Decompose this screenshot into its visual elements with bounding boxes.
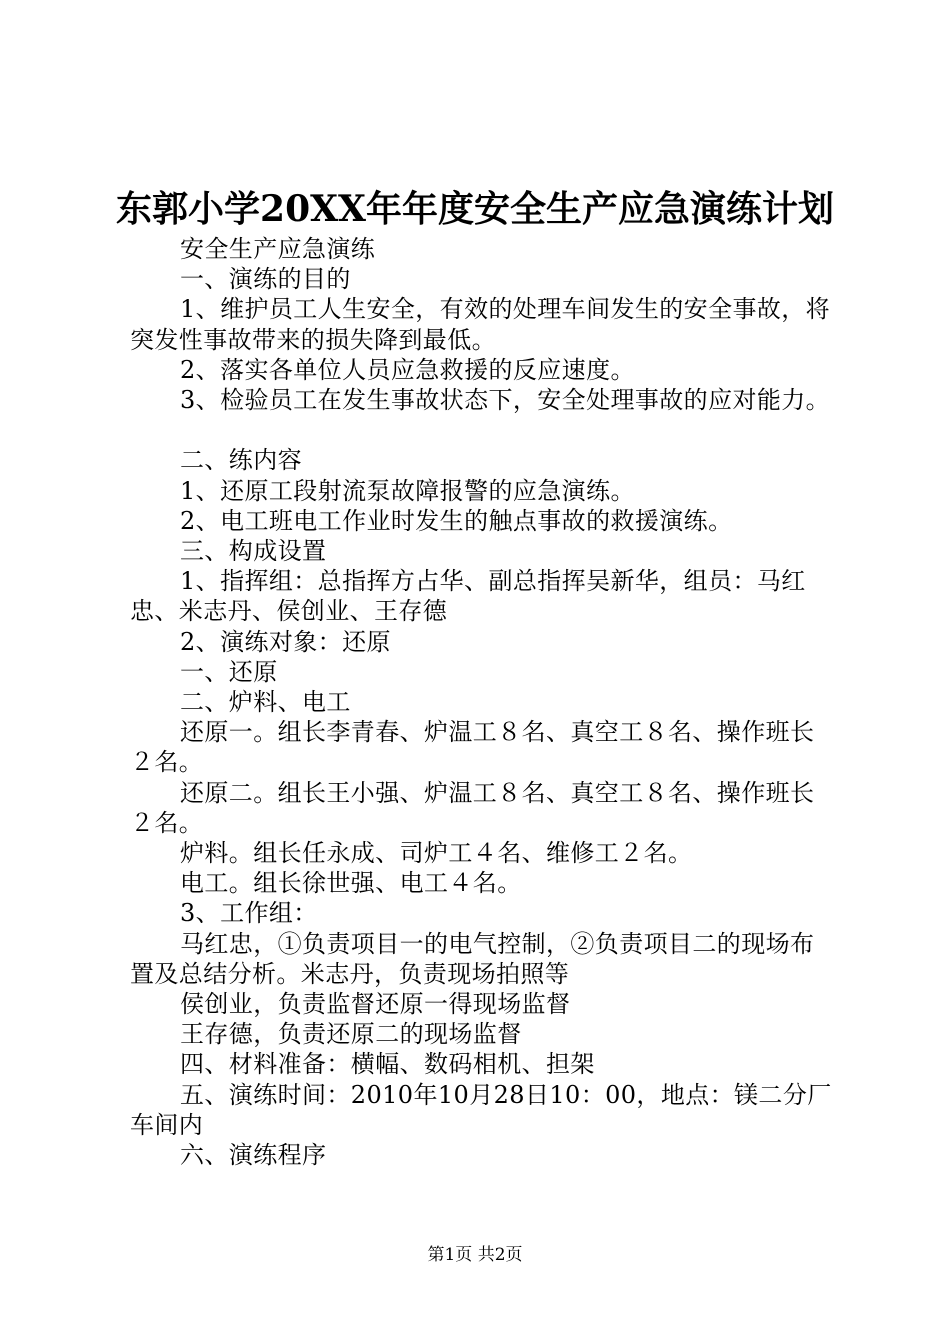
paragraph-16: 还原二。组长王小强、炉温工８名、真空工８名、操作班长２名。: [130, 778, 815, 837]
paragraph-24: 五、演练时间：2010年10月28日10：00，地点：镁二分厂车间内: [130, 1080, 832, 1139]
paragraph-22: 王存德，负责还原二的现场监督: [180, 1020, 522, 1049]
blank-line: [130, 415, 835, 445]
document-title: 东郭小学20XX年年度安全生产应急演练计划: [116, 188, 834, 230]
paragraph-1: 安全生产应急演练: [180, 235, 376, 263]
paragraph-12: 2、演练对象：还原: [180, 627, 391, 656]
paragraph-18: 电工。组长徐世强、电工４名。: [180, 869, 522, 898]
page-number-footer: 第1页 共2页: [427, 1245, 523, 1265]
paragraph-9: 2、电工班电工作业时发生的触点事故的救援演练。: [180, 506, 733, 535]
paragraph-8: 1、还原工段射流泵故障报警的应急演练。: [180, 476, 635, 505]
paragraph-19: 3、工作组：: [180, 899, 318, 928]
paragraph-5: 3、检验员工在发生事故状态下，安全处理事故的应对能力。: [180, 386, 831, 415]
paragraph-14: 二、炉料、电工: [180, 688, 351, 717]
paragraph-25: 六、演练程序: [180, 1141, 327, 1170]
paragraph-11: 1、指挥组：总指挥方占华、副总指挥吴新华，组员：马红忠、米志丹、侯创业、王存德: [130, 567, 806, 626]
paragraph-21: 侯创业，负责监督还原一得现场监督: [180, 990, 571, 1019]
paragraph-7: 二、练内容: [180, 446, 302, 475]
paragraph-3: 1、维护员工人生安全，有效的处理车间发生的安全事故，将突发性事故带来的损失降到最低。: [130, 295, 831, 354]
paragraph-15: 还原一。组长李青春、炉温工８名、真空工８名、操作班长２名。: [130, 718, 815, 777]
paragraph-23: 四、材料准备：横幅、数码相机、担架: [180, 1050, 595, 1079]
paragraph-17: 炉料。组长任永成、司炉工４名、维修工２名。: [180, 839, 693, 868]
paragraph-20: 马红忠，①负责项目一的电气控制，②负责项目二的现场布置及总结分析。米志丹，负责现场拍照等: [130, 929, 815, 988]
document-body: [130, 234, 835, 1170]
paragraph-4: 2、落实各单位人员应急救援的反应速度。: [180, 355, 635, 384]
paragraph-2: 一、演练的目的: [180, 265, 351, 294]
paragraph-10: 三、构成设置: [180, 537, 327, 566]
paragraph-13: 一、还原: [180, 657, 278, 686]
